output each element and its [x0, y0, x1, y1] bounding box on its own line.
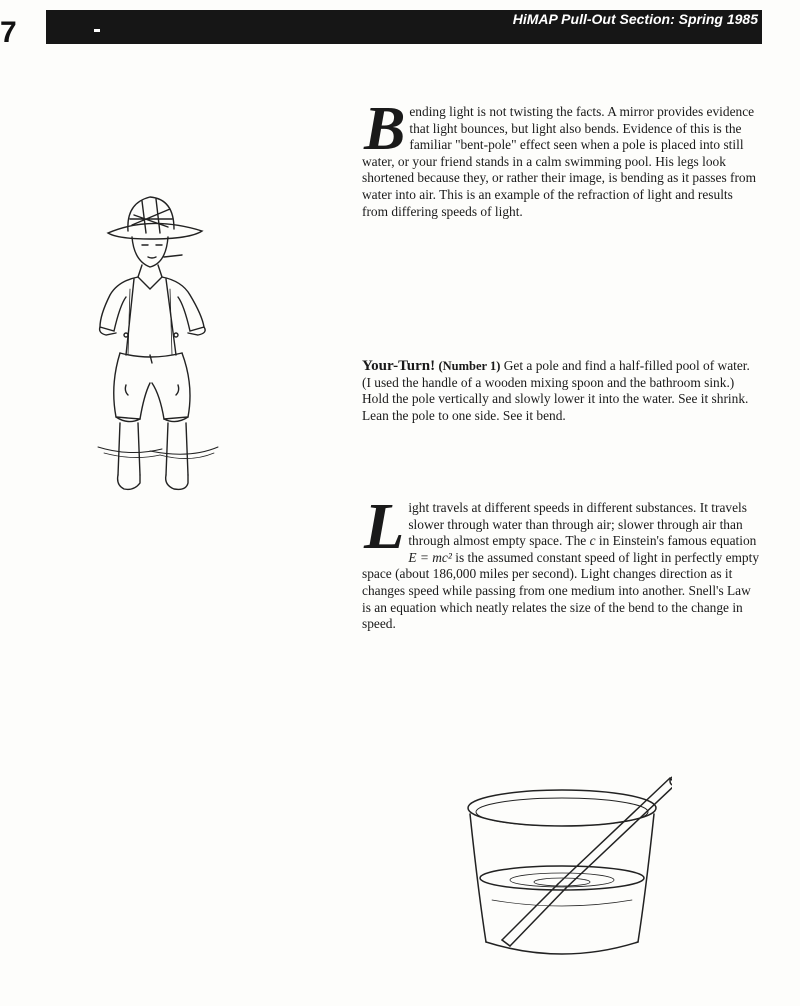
- your-turn-text: Get a pole and find a half-filled pool of water. (I used the handle of a wooden mixing spoon and the bathroom sink.) Hold the pole vertically and slowly lower it into the water. See it shrink. Lean the pole to one side. See it bend.: [362, 358, 750, 423]
- paragraph2-text-a: ight travels at different speeds in different substances. It travels slower through water than through air; slower through air than through almost empty space. The: [408, 500, 747, 549]
- paragraph-bending-light: [362, 95, 762, 220]
- paragraph1-text: ending light is not twisting the facts. A mirror provides evidence that light bounces, but light also bends. Evidence of this is the familiar "bent-pole" effect seen when a pole is placed into still water, or your friend stands in a calm swimming pool. His legs look shortened because they, or rather their image, is bending as it passes from water into air. This is an example of the refraction of light and results from differing speeds of light.: [362, 104, 757, 219]
- paragraph2-text-b: in Einstein's famous equation: [595, 533, 757, 549]
- boy-in-water-illustration: [90, 185, 230, 500]
- dropcap-b: B: [364, 95, 406, 163]
- your-turn-section: [362, 358, 762, 424]
- header-bar: [46, 10, 762, 44]
- paragraph-light-speeds: [362, 490, 762, 633]
- einstein-equation: E = mc²: [408, 549, 452, 565]
- c-symbol: c: [589, 533, 596, 549]
- page-number: 7: [0, 16, 17, 49]
- paragraph2-text-c: is the assumed constant speed of light in perfectly empty space (about 186,000 miles per second). Light changes direction as it changes speed while passing from one medium into another. Snell's Law is an equation which neatly relates the size of the bend to the change in speed.: [362, 549, 760, 632]
- your-turn-number: (Number 1): [438, 359, 501, 373]
- your-turn-heading: Your-Turn!: [362, 358, 436, 374]
- header-title: HiMAP Pull-Out Section: Spring 1985: [512, 11, 758, 27]
- pole-in-glass-illustration: [462, 770, 672, 970]
- dropcap-l: L: [364, 490, 405, 563]
- header-dash: [94, 29, 100, 32]
